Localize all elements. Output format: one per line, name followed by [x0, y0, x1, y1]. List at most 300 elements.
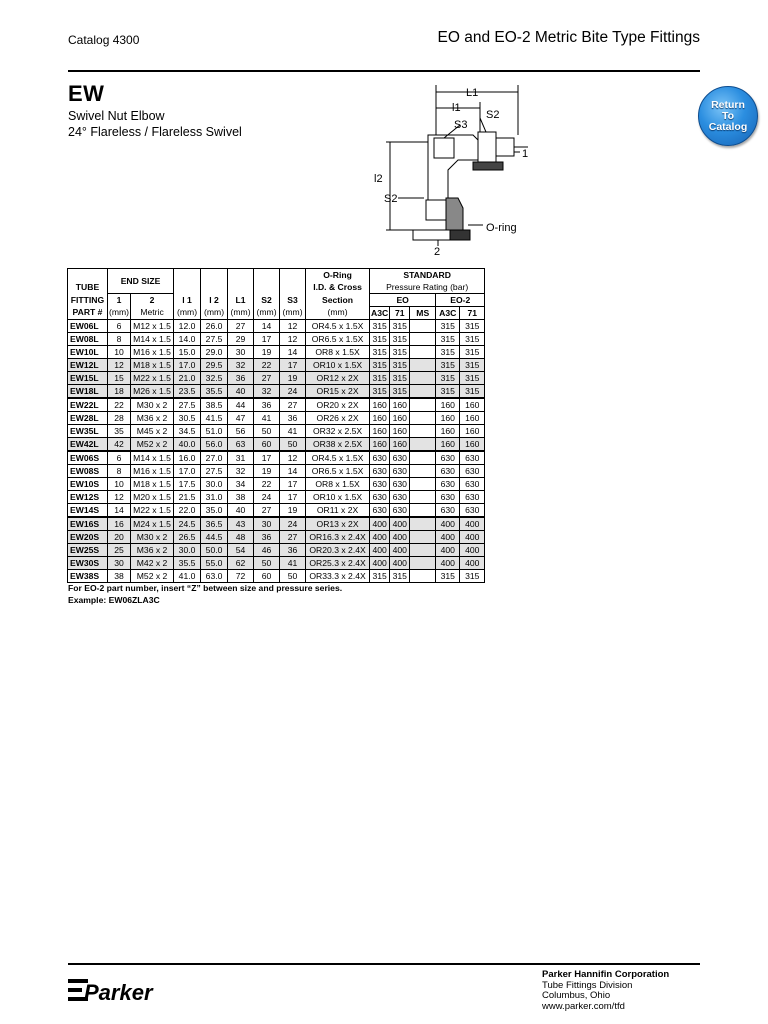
cell-thread: M18 x 1.5 [131, 359, 174, 372]
cell-eo-a3c: 630 [370, 451, 390, 465]
cell-eo-71: 630 [390, 504, 410, 518]
cell-eo-ms [410, 438, 436, 452]
cell-eo2-71: 630 [460, 478, 485, 491]
cell-L1: 36 [228, 372, 254, 385]
label-L1: L1 [466, 87, 479, 99]
cell-thread: M52 x 2 [131, 438, 174, 452]
header-S2: S2 [254, 294, 280, 307]
cell-S3: 12 [280, 333, 306, 346]
company-website[interactable]: www.parker.com/tfd [542, 1000, 625, 1012]
cell-size-mm: 22 [108, 398, 131, 412]
cell-l1: 27.5 [174, 398, 201, 412]
cell-S2: 19 [254, 346, 280, 359]
cell-S2: 32 [254, 385, 280, 399]
cell-eo2-71: 315 [460, 372, 485, 385]
cell-eo2-71: 630 [460, 504, 485, 518]
cell-l1: 12.0 [174, 320, 201, 333]
cell-thread: M30 x 2 [131, 531, 174, 544]
cell-eo2-a3c: 630 [436, 504, 460, 518]
header-eo: EO [370, 294, 436, 307]
product-code: EW [68, 81, 105, 106]
header-divider [68, 70, 700, 72]
cell-S2: 41 [254, 412, 280, 425]
cell-oring: OR32 x 2.5X [306, 425, 370, 438]
table-row [68, 333, 485, 346]
cell-eo2-a3c: 160 [436, 412, 460, 425]
cell-oring: OR16.3 x 2.4X [306, 531, 370, 544]
cell-eo-71: 400 [390, 531, 410, 544]
label-l1: l1 [452, 102, 461, 114]
cell-eo-ms [410, 346, 436, 359]
cell-part: EW12S [68, 491, 108, 504]
cell-eo2-a3c: 315 [436, 359, 460, 372]
cell-eo-ms [410, 478, 436, 491]
cell-L1: 30 [228, 346, 254, 359]
cell-eo-71: 160 [390, 425, 410, 438]
fitting-drawing [368, 80, 538, 260]
header-eo-71: 71 [390, 307, 410, 320]
cell-L1: 47 [228, 412, 254, 425]
cell-eo-ms [410, 465, 436, 478]
cell-oring: OR6.5 x 1.5X [306, 333, 370, 346]
cell-eo-ms [410, 412, 436, 425]
cell-part: EW42L [68, 438, 108, 452]
cell-oring: OR25.3 x 2.4X [306, 557, 370, 570]
cell-size-mm: 12 [108, 359, 131, 372]
catalog-number: Catalog 4300 [68, 33, 140, 47]
cell-thread: M14 x 1.5 [131, 451, 174, 465]
cell-l1: 15.0 [174, 346, 201, 359]
cell-l1: 23.5 [174, 385, 201, 399]
cell-part: EW20S [68, 531, 108, 544]
parker-logo [68, 976, 156, 1006]
cell-L1: 48 [228, 531, 254, 544]
cell-eo-ms [410, 372, 436, 385]
cell-L1: 27 [228, 320, 254, 333]
header-L1-unit: (mm) [228, 307, 254, 320]
return-to-catalog-button[interactable] [698, 86, 758, 146]
cell-size-mm: 10 [108, 478, 131, 491]
table-row [68, 359, 485, 372]
cell-l2: 31.0 [201, 491, 228, 504]
cell-thread: M14 x 1.5 [131, 333, 174, 346]
cell-eo2-a3c: 630 [436, 478, 460, 491]
cell-S2: 30 [254, 517, 280, 531]
label-S2-side: S2 [384, 193, 398, 205]
cell-eo2-a3c: 400 [436, 531, 460, 544]
cell-S3: 19 [280, 504, 306, 518]
table-row [68, 504, 485, 518]
label-port-1: 1 [522, 148, 529, 160]
cell-eo2-a3c: 315 [436, 320, 460, 333]
cell-size-mm: 25 [108, 544, 131, 557]
cell-eo2-a3c: 315 [436, 385, 460, 399]
header-eo2-71: 71 [460, 307, 485, 320]
label-oring: O-ring [486, 222, 517, 234]
cell-S3: 41 [280, 557, 306, 570]
cell-thread: M12 x 1.5 [131, 320, 174, 333]
cell-L1: 29 [228, 333, 254, 346]
footer-divider [68, 963, 700, 965]
cell-eo-a3c: 315 [370, 359, 390, 372]
cell-S3: 50 [280, 570, 306, 583]
cell-S3: 50 [280, 438, 306, 452]
cell-part: EW08S [68, 465, 108, 478]
header-eo-a3c: A3C [371, 307, 389, 318]
cell-size-mm: 30 [108, 557, 131, 570]
cell-S2: 22 [254, 478, 280, 491]
cell-eo2-71: 160 [460, 412, 485, 425]
cell-L1: 31 [228, 451, 254, 465]
cell-eo2-71: 630 [460, 491, 485, 504]
cell-l1: 21.5 [174, 491, 201, 504]
cell-eo2-a3c: 315 [436, 372, 460, 385]
table-row [68, 398, 485, 412]
header-l2-unit: (mm) [201, 307, 228, 320]
cell-l1: 17.0 [174, 359, 201, 372]
cell-eo-a3c: 315 [370, 346, 390, 359]
cell-eo2-a3c: 630 [436, 465, 460, 478]
cell-l2: 27.5 [201, 333, 228, 346]
cell-eo2-a3c: 630 [436, 491, 460, 504]
cell-oring: OR4.5 x 1.5X [306, 320, 370, 333]
cell-eo-71: 400 [390, 557, 410, 570]
cell-S2: 19 [254, 465, 280, 478]
cell-size-mm: 42 [108, 438, 131, 452]
cell-eo-71: 315 [390, 333, 410, 346]
cell-oring: OR38 x 2.5X [306, 438, 370, 452]
cell-l1: 41.0 [174, 570, 201, 583]
cell-size-mm: 12 [108, 491, 131, 504]
label-S2-top: S2 [486, 109, 500, 121]
cell-thread: M30 x 2 [131, 398, 174, 412]
cell-part: EW35L [68, 425, 108, 438]
cell-eo2-71: 315 [460, 346, 485, 359]
cell-L1: 72 [228, 570, 254, 583]
cell-eo-71: 315 [390, 346, 410, 359]
table-row [68, 425, 485, 438]
cell-thread: M52 x 2 [131, 570, 174, 583]
cell-eo-71: 160 [390, 398, 410, 412]
cell-thread: M18 x 1.5 [131, 478, 174, 491]
cell-L1: 44 [228, 398, 254, 412]
product-description: 24° Flareless / Flareless Swivel [68, 125, 242, 139]
return-label-line1: Return [711, 98, 745, 111]
cell-l2: 27.0 [201, 451, 228, 465]
cell-eo2-a3c: 160 [436, 398, 460, 412]
cell-S2: 14 [254, 320, 280, 333]
cell-l1: 21.0 [174, 372, 201, 385]
cell-eo-71: 315 [390, 385, 410, 399]
table-row [68, 478, 485, 491]
cell-S2: 60 [254, 570, 280, 583]
table-body [68, 320, 485, 583]
cell-eo2-71: 315 [460, 320, 485, 333]
cell-eo2-71: 160 [460, 398, 485, 412]
cell-eo-71: 630 [390, 478, 410, 491]
cell-oring: OR8 x 1.5X [306, 346, 370, 359]
cell-size-mm: 8 [108, 333, 131, 346]
cell-S2: 36 [254, 398, 280, 412]
cell-eo-71: 400 [390, 517, 410, 531]
cell-S2: 22 [254, 359, 280, 372]
cell-eo-ms [410, 517, 436, 531]
header-standard: STANDARD [370, 269, 485, 282]
cell-eo-a3c: 315 [370, 570, 390, 583]
cell-size-mm: 8 [108, 465, 131, 478]
cell-size-mm: 6 [108, 451, 131, 465]
cell-l2: 63.0 [201, 570, 228, 583]
cell-S3: 41 [280, 425, 306, 438]
cell-l1: 30.0 [174, 544, 201, 557]
cell-eo-a3c: 160 [370, 425, 390, 438]
cell-size-mm: 18 [108, 385, 131, 399]
cell-size-mm: 28 [108, 412, 131, 425]
header-oring-unit: (mm) [306, 307, 370, 320]
label-l2: l2 [374, 173, 383, 185]
cell-l2: 32.5 [201, 372, 228, 385]
cell-eo2-a3c: 400 [436, 517, 460, 531]
logo-text: Parker [84, 980, 153, 1005]
cell-l2: 44.5 [201, 531, 228, 544]
cell-l1: 17.5 [174, 478, 201, 491]
cell-l2: 50.0 [201, 544, 228, 557]
cell-thread: M16 x 1.5 [131, 346, 174, 359]
header-col-1: 1 [108, 294, 131, 307]
cell-thread: M26 x 1.5 [131, 385, 174, 399]
cell-oring: OR8 x 1.5X [306, 478, 370, 491]
cell-eo-ms [410, 451, 436, 465]
header-eo2-a3c: A3C [436, 307, 460, 320]
table-row [68, 570, 485, 583]
cell-eo-71: 630 [390, 451, 410, 465]
cell-eo-71: 630 [390, 465, 410, 478]
cell-L1: 62 [228, 557, 254, 570]
cell-S3: 19 [280, 372, 306, 385]
cell-S3: 14 [280, 465, 306, 478]
cell-size-mm: 10 [108, 346, 131, 359]
company-info [542, 970, 669, 1012]
product-name: Swivel Nut Elbow [68, 109, 165, 123]
cell-S3: 14 [280, 346, 306, 359]
cell-l2: 29.0 [201, 346, 228, 359]
cell-l1: 24.5 [174, 517, 201, 531]
cell-part: EW14S [68, 504, 108, 518]
cell-eo-ms [410, 425, 436, 438]
cell-S2: 50 [254, 425, 280, 438]
cell-S3: 27 [280, 531, 306, 544]
return-label-line3: Catalog [708, 120, 748, 133]
note-eo2-part-number: For EO-2 part number, insert “Z” between size and pressure series. [68, 583, 343, 593]
cell-part: EW10L [68, 346, 108, 359]
header-tube: TUBE [68, 281, 108, 294]
cell-oring: OR26 x 2X [306, 412, 370, 425]
label-S3: S3 [454, 119, 468, 131]
cell-eo-a3c: 400 [370, 517, 390, 531]
cell-eo-a3c: 400 [370, 544, 390, 557]
note-example: Example: EW06ZLA3C [68, 595, 160, 605]
cell-S2: 36 [254, 531, 280, 544]
cell-L1: 56 [228, 425, 254, 438]
cell-eo-71: 315 [390, 570, 410, 583]
cell-eo-ms [410, 398, 436, 412]
cell-eo-a3c: 630 [370, 504, 390, 518]
header-end-size: END SIZE [108, 269, 174, 294]
header-part: PART # [68, 307, 108, 320]
cell-part: EW22L [68, 398, 108, 412]
header-blank [68, 269, 108, 282]
cell-eo-71: 630 [390, 491, 410, 504]
cell-eo2-71: 400 [460, 517, 485, 531]
cell-oring: OR4.5 x 1.5X [306, 451, 370, 465]
cell-part: EW06L [68, 320, 108, 333]
cell-part: EW16S [68, 517, 108, 531]
cell-thread: M22 x 1.5 [131, 504, 174, 518]
cell-eo2-71: 160 [460, 438, 485, 452]
header-eo2: EO-2 [436, 294, 485, 307]
header-l1: l 1 [174, 294, 201, 307]
cell-eo-ms [410, 544, 436, 557]
cell-part: EW38S [68, 570, 108, 583]
cell-L1: 43 [228, 517, 254, 531]
cell-l2: 35.0 [201, 504, 228, 518]
cell-oring: OR33.3 x 2.4X [306, 570, 370, 583]
header-L1: L1 [228, 294, 254, 307]
cell-oring: OR6.5 x 1.5X [306, 465, 370, 478]
cell-eo-71: 315 [390, 359, 410, 372]
cell-eo2-a3c: 315 [436, 570, 460, 583]
cell-L1: 34 [228, 478, 254, 491]
cell-l1: 34.5 [174, 425, 201, 438]
cell-eo2-71: 630 [460, 451, 485, 465]
cell-L1: 54 [228, 544, 254, 557]
table-row [68, 557, 485, 570]
header-S3-unit: (mm) [280, 307, 306, 320]
cell-eo-71: 160 [390, 438, 410, 452]
header-col-2: 2 [131, 294, 174, 307]
cell-eo-a3c: 315 [370, 333, 390, 346]
cell-oring: OR11 x 2X [306, 504, 370, 518]
cell-part: EW28L [68, 412, 108, 425]
table-row [68, 438, 485, 452]
document-title: EO and EO-2 Metric Bite Type Fittings [437, 29, 700, 46]
return-label-line2: To [721, 109, 735, 122]
cell-eo2-a3c: 400 [436, 557, 460, 570]
cell-l1: 14.0 [174, 333, 201, 346]
table-row [68, 346, 485, 359]
cell-eo-a3c: 160 [370, 412, 390, 425]
cell-part: EW25S [68, 544, 108, 557]
cell-l2: 35.5 [201, 385, 228, 399]
cell-eo-ms [410, 570, 436, 583]
cell-thread: M16 x 1.5 [131, 465, 174, 478]
cell-l1: 40.0 [174, 438, 201, 452]
header-oring-3: Section [306, 294, 370, 307]
cell-eo2-a3c: 630 [436, 451, 460, 465]
table-row [68, 544, 485, 557]
cell-L1: 32 [228, 359, 254, 372]
cell-eo-ms [410, 320, 436, 333]
cell-l1: 17.0 [174, 465, 201, 478]
cell-eo-71: 160 [390, 412, 410, 425]
cell-eo-71: 315 [390, 372, 410, 385]
cell-l2: 29.5 [201, 359, 228, 372]
cell-part: EW30S [68, 557, 108, 570]
header-col-1-unit: (mm) [108, 307, 131, 320]
cell-S2: 46 [254, 544, 280, 557]
cell-oring: OR10 x 1.5X [306, 359, 370, 372]
header-l1-unit: (mm) [174, 307, 201, 320]
cell-oring: OR20 x 2X [306, 398, 370, 412]
cell-l1: 16.0 [174, 451, 201, 465]
cell-eo-a3c: 630 [370, 491, 390, 504]
cell-thread: M36 x 2 [131, 544, 174, 557]
table-row [68, 465, 485, 478]
cell-oring: OR10 x 1.5X [306, 491, 370, 504]
cell-S2: 27 [254, 504, 280, 518]
cell-eo-a3c: 400 [370, 531, 390, 544]
cell-eo2-71: 400 [460, 531, 485, 544]
cell-part: EW15L [68, 372, 108, 385]
cell-eo2-a3c: 315 [436, 333, 460, 346]
table-row [68, 491, 485, 504]
cell-eo2-a3c: 160 [436, 425, 460, 438]
cell-S3: 17 [280, 491, 306, 504]
cell-eo2-71: 315 [460, 333, 485, 346]
table-row [68, 385, 485, 399]
cell-eo2-71: 315 [460, 570, 485, 583]
cell-eo-a3c: 315 [370, 372, 390, 385]
company-division: Tube Fittings Division [542, 979, 633, 991]
cell-eo-ms [410, 557, 436, 570]
cell-eo2-71: 630 [460, 465, 485, 478]
cell-S2: 60 [254, 438, 280, 452]
cell-thread: M24 x 1.5 [131, 517, 174, 531]
cell-eo2-71: 315 [460, 385, 485, 399]
cell-L1: 40 [228, 504, 254, 518]
cell-S3: 27 [280, 398, 306, 412]
cell-S2: 17 [254, 451, 280, 465]
cell-eo-a3c: 315 [370, 385, 390, 399]
cell-eo-a3c: 400 [370, 557, 390, 570]
cell-eo-ms [410, 333, 436, 346]
cell-thread: M36 x 2 [131, 412, 174, 425]
cell-eo-ms [410, 491, 436, 504]
label-port-2: 2 [434, 246, 441, 258]
header-l2: l 2 [201, 294, 228, 307]
cell-eo-a3c: 630 [370, 478, 390, 491]
cell-l2: 38.5 [201, 398, 228, 412]
cell-size-mm: 15 [108, 372, 131, 385]
cell-S3: 17 [280, 359, 306, 372]
cell-S3: 36 [280, 544, 306, 557]
cell-l1: 22.0 [174, 504, 201, 518]
header-pressure: Pressure Rating (bar) [370, 281, 485, 294]
cell-part: EW06S [68, 451, 108, 465]
cell-S2: 24 [254, 491, 280, 504]
cell-size-mm: 35 [108, 425, 131, 438]
cell-eo2-71: 160 [460, 425, 485, 438]
cell-S3: 36 [280, 412, 306, 425]
cell-l2: 51.0 [201, 425, 228, 438]
cell-part: EW10S [68, 478, 108, 491]
cell-eo-a3c: 160 [370, 398, 390, 412]
cell-eo-ms [410, 359, 436, 372]
company-name: Parker Hannifin Corporation [542, 969, 670, 980]
cell-eo-ms [410, 385, 436, 399]
cell-S2: 17 [254, 333, 280, 346]
cell-oring: OR12 x 2X [306, 372, 370, 385]
